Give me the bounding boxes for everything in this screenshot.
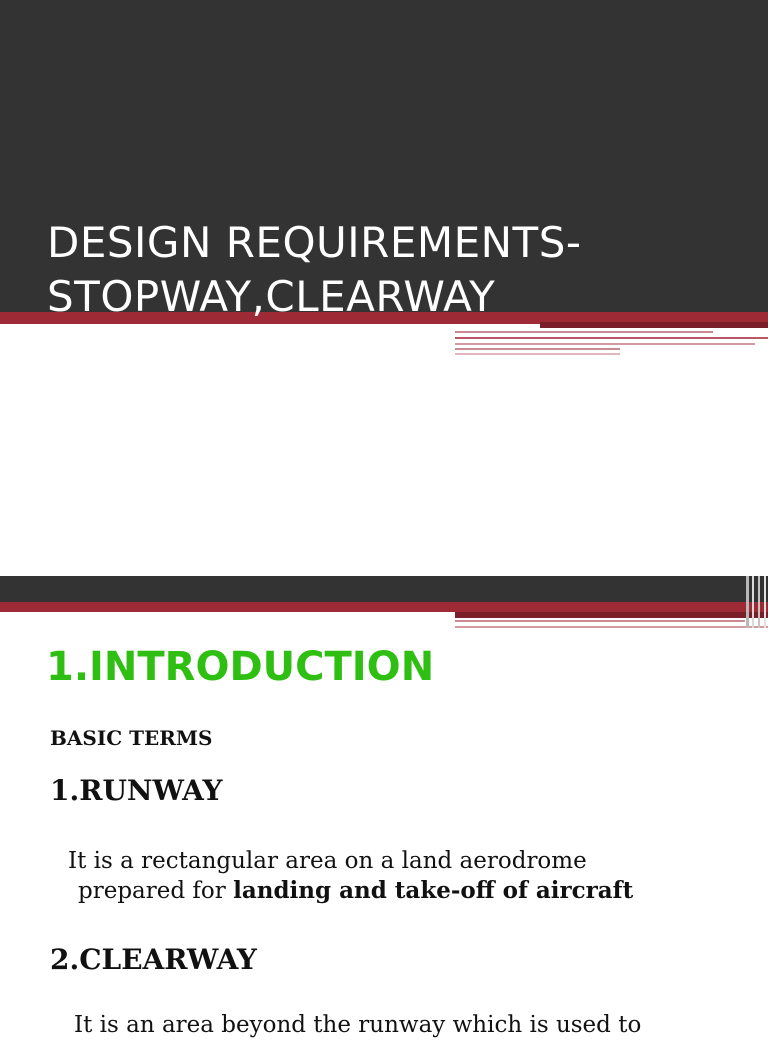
decor-stripe: [455, 348, 620, 350]
basic-terms-label: BASIC TERMS: [50, 726, 213, 750]
decor-stripe: [455, 337, 768, 339]
decor-vertical-stripe: [758, 576, 760, 628]
decor-vertical-stripe: [752, 576, 754, 628]
slide-title-line2: STOPWAY,CLEARWAY: [47, 272, 496, 321]
content-dark-band: [0, 576, 768, 602]
content-red-band-step: [455, 612, 768, 618]
decor-vertical-stripe: [764, 576, 766, 628]
content-red-band: [0, 602, 768, 612]
decor-stripe: [455, 353, 620, 355]
term-clearway: 2.CLEARWAY: [50, 943, 257, 976]
runway-definition-plain: prepared for: [78, 878, 234, 904]
decor-stripe: [455, 331, 713, 333]
clearway-definition-line1: It is an area beyond the runway which is used to: [74, 1012, 642, 1038]
runway-definition: [68, 846, 768, 906]
slide-title: [47, 216, 747, 324]
runway-definition-bold: landing and take-off of aircraft: [233, 877, 634, 904]
slide-title-line1: DESIGN REQUIREMENTS-: [47, 218, 582, 267]
term-runway: 1.RUNWAY: [50, 774, 223, 807]
runway-definition-line1: It is a rectangular area on a land aerodrome: [68, 848, 587, 874]
runway-definition-line2: [68, 876, 768, 906]
decor-stripe: [455, 620, 745, 622]
clearway-definition-partial: [74, 1010, 768, 1040]
section-heading: 1.INTRODUCTION: [46, 644, 435, 690]
decor-stripe: [455, 626, 768, 628]
decor-stripe: [455, 343, 755, 345]
decor-vertical-stripe: [746, 576, 749, 628]
